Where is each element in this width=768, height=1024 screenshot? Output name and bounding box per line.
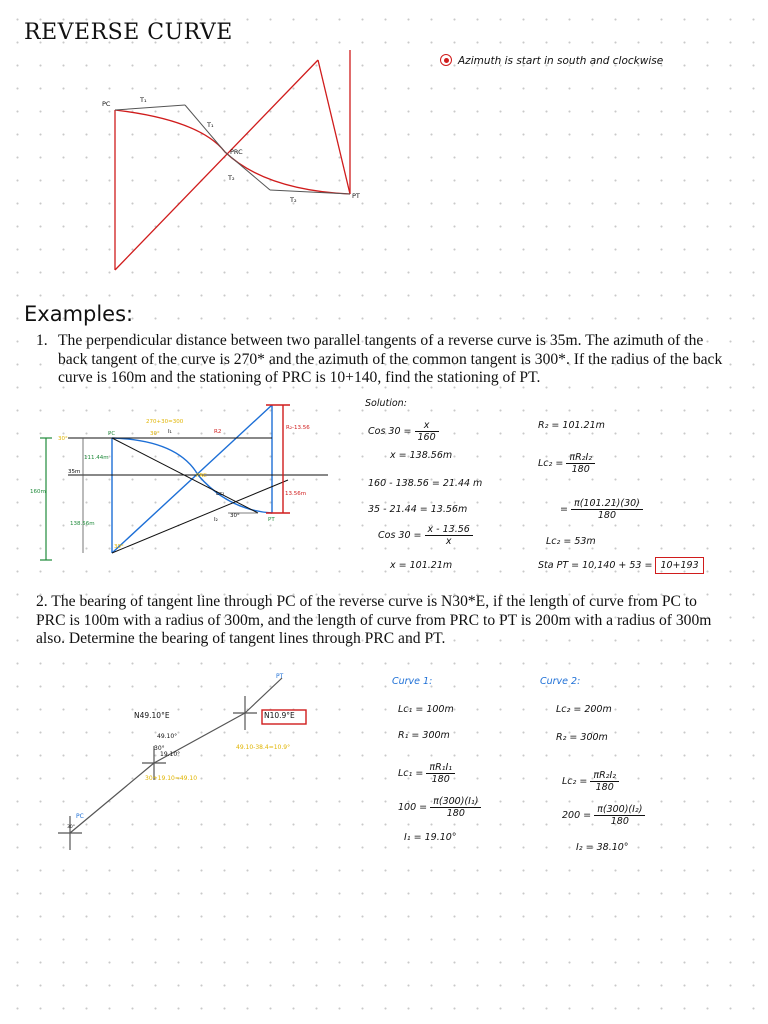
examples-heading: Examples: <box>24 302 134 326</box>
sol1-sta-pt <box>538 560 704 571</box>
sol1-x1: x = 138.56m <box>390 450 453 461</box>
d1-label-pc: PC <box>108 431 116 437</box>
d2-label-sum: 30+19.10=49.10 <box>145 775 198 782</box>
label-t1: T₁ <box>140 96 147 104</box>
back-radius-line <box>115 60 318 270</box>
c2-den: 180 <box>595 782 614 793</box>
d2-label-n4910: N49.10°E <box>134 711 170 720</box>
curve-1-sub <box>398 796 481 819</box>
d1-label-11144: 111.44m <box>84 455 109 461</box>
sol1-eq-den: 180 <box>597 510 616 521</box>
curve-2-result: I₂ = 38.10° <box>576 842 629 853</box>
bullet-radio-icon <box>440 54 452 66</box>
d1-label-30b: 30° <box>150 431 160 437</box>
d1-label-30d: 30° <box>114 544 124 550</box>
d1-label-270: 270+30=300 <box>146 419 184 425</box>
sol1-lc2-result: Lc₂ = 53m <box>546 536 596 547</box>
c1-sub-den: 180 <box>446 808 465 819</box>
c2-num: πR₂I₂ <box>590 770 619 782</box>
d2-label-calc: 49.10-38.4=10.9° <box>236 744 291 751</box>
label-t2b: T₂ <box>290 196 297 204</box>
curve-1-lc-formula <box>398 762 455 785</box>
sol1-sub1: 160 - 138.56 = 21.44 m <box>368 478 483 489</box>
sol1-eq: = <box>560 504 568 515</box>
d1-label-i1: I₁ <box>168 429 172 435</box>
sol1-frac-num: x <box>415 420 439 432</box>
d2-label-30: 30° <box>154 745 165 752</box>
c1-num: πR₁I₁ <box>426 762 455 774</box>
reverse-curve-figure <box>90 40 380 280</box>
tangent-pc-line <box>70 763 154 833</box>
sol1-eq-num: π(101.21)(30) <box>571 498 643 510</box>
d1-label-30c: 30° <box>230 513 240 519</box>
problem-1-number: 1. <box>36 332 48 349</box>
label-t2: T₂ <box>228 174 235 182</box>
d2-label-pc: PC <box>76 813 84 820</box>
problem-1-diagram <box>28 395 348 575</box>
sol1-sta-text: Sta PT = 10,140 + 53 = <box>538 560 653 571</box>
d1-label-pt: PT <box>268 517 275 523</box>
curve-2-sub <box>562 804 645 827</box>
c2-sub-den: 180 <box>610 816 629 827</box>
c1-lc: Lc₁ = <box>398 768 424 779</box>
sol1-r2: R₂ = 101.21m <box>538 420 605 431</box>
sol1-frac2-den: x <box>445 536 452 547</box>
chord-line <box>112 480 288 553</box>
label-pc: PC <box>102 100 111 108</box>
azimuth-note <box>440 54 663 67</box>
problem-2: 2. The bearing of tangent line through PC of the reverse curve is N30*E, if the length of curve from PC to PRC is 100m with a radius of 300m, and the length of curve from PRC to PT is 200m with a radius of 300m also. Determine the bearing of tangent lines through PRC and PT. <box>36 593 712 647</box>
azimuth-note-text: Azimuth is start in south and clockwise <box>458 55 664 67</box>
d1-label-30a: 30° <box>58 436 68 442</box>
sol1-sta-answer: 10+193 <box>655 557 703 574</box>
d1-label-35m: 35m <box>68 469 81 475</box>
tangent-pt-line <box>245 678 282 713</box>
label-t1b: T₁ <box>207 121 214 129</box>
sol1-x2: x = 101.21m <box>390 560 453 571</box>
problem-1-text: The perpendicular distance between two parallel tangents of a reverse curve is 35m. The azimuth of the back tangent of the curve is 270* and the azimuth of the common tangent is 300*. If the radius of the back curve is 160m and the stationing of PRC is 10+140, find the stationing of PT. <box>58 332 723 386</box>
label-prc: PRC <box>230 148 243 156</box>
sol1-sub2: 35 - 21.44 = 13.56m <box>368 504 468 515</box>
d1-label-160m: 160m <box>30 489 46 495</box>
c2-eq: 200 = <box>562 810 592 821</box>
sol1-lc2-line <box>538 452 595 475</box>
tangent-t1-a <box>115 105 185 110</box>
sol1-eq-line <box>560 498 643 521</box>
label-pt: PT <box>352 192 360 200</box>
c1-sub-num: π(300)(I₁) <box>430 796 481 808</box>
sol1-cos30: Cos 30 = <box>368 426 412 437</box>
page-title: REVERSE CURVE <box>24 20 233 45</box>
solution-cos-line <box>368 420 439 443</box>
d1-label-1356: 13.56m <box>285 491 307 497</box>
curve-2-lc: Lc₂ = 200m <box>556 704 612 715</box>
solution-2 <box>390 676 720 856</box>
problem-1 <box>36 332 726 388</box>
curve-1-result: I₁ = 19.10° <box>404 832 457 843</box>
curve-2-r: R₂ = 300m <box>556 732 608 743</box>
d1-label-r2-1356: R₂-13.56 <box>286 425 310 431</box>
tangent-t2-b <box>270 190 350 194</box>
d1-label-i2: I₂ <box>214 517 218 523</box>
c2-sub-num: π(300)(I₂) <box>594 804 645 816</box>
solution-1 <box>360 398 740 583</box>
d1-label-lc2: Lc₂ <box>216 491 225 497</box>
sol1-lc2-num: πR₂I₂ <box>566 452 595 464</box>
curve-2-lc-formula <box>562 770 619 793</box>
sol1-frac2-num: x - 13.56 <box>425 524 473 536</box>
curve-1-lc: Lc₁ = 100m <box>398 704 454 715</box>
sol1-lc2-den: 180 <box>571 464 590 475</box>
d1-label-prc: PRC <box>196 473 207 479</box>
d2-label-4910: 49.10° <box>157 733 178 740</box>
sol1-cos30b: Cos 30 = <box>378 530 422 541</box>
curve-2-title: Curve 2: <box>540 676 581 687</box>
sol1-frac-den: 160 <box>417 432 436 443</box>
d2-label-pt: PT <box>276 673 284 680</box>
sol1-lc2: Lc₂ = <box>538 458 564 469</box>
d1-label-r2: R2 <box>214 429 222 435</box>
d2-label-1910: 19.10° <box>160 751 181 758</box>
curve-1-r: R₁ = 300m <box>398 730 450 741</box>
c1-eq: 100 = <box>398 802 428 813</box>
d2-label-30b: 30° <box>67 825 75 830</box>
forward-radius-line <box>318 60 350 194</box>
d1-label-13856: 138.56m <box>70 521 95 527</box>
tangent-t2-a <box>225 152 270 190</box>
d2-label-n109: N10.9°E <box>264 711 295 720</box>
curve-1-title: Curve 1: <box>392 676 433 687</box>
solution-title: Solution: <box>365 398 407 409</box>
problem-2-diagram <box>50 668 350 863</box>
sol1-cos-line-2 <box>378 524 473 547</box>
c2-lc: Lc₂ = <box>562 776 588 787</box>
c1-den: 180 <box>431 774 450 785</box>
